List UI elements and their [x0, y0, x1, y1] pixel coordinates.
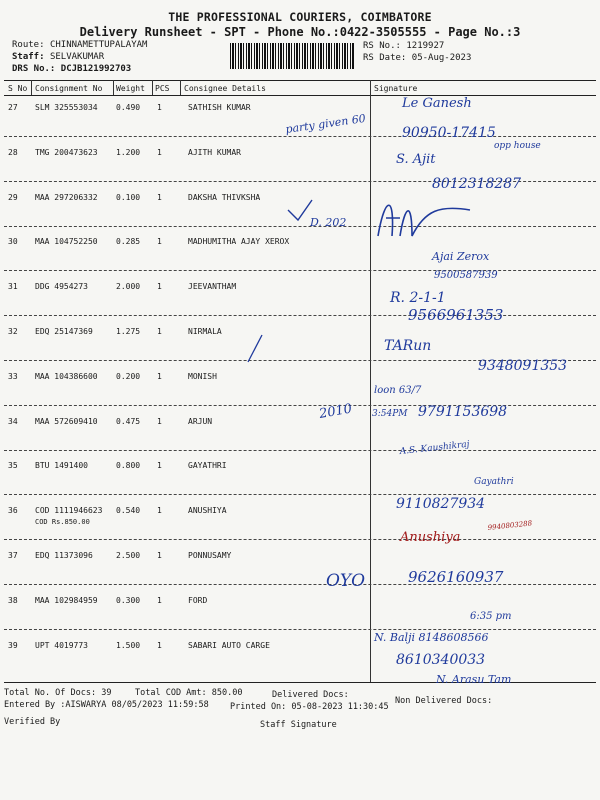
handwritten-phone: 90950-17415 [402, 125, 496, 141]
row-separator [4, 584, 596, 585]
row-consignee: ARJUN [188, 417, 213, 426]
handwritten-signature: Gayathri [474, 477, 514, 487]
row-sno: 30 [8, 237, 18, 246]
row-sno: 39 [8, 641, 18, 650]
handwritten-phone: 8610340033 [396, 652, 486, 668]
row-sno: 33 [8, 372, 18, 381]
row-consignment-no: BTU 1491400 [35, 461, 88, 470]
col-header-pcs: PCS [155, 84, 170, 93]
row-sno: 35 [8, 461, 18, 470]
entered-by: Entered By :AISWARYA 08/05/2023 11:59:58 [4, 700, 209, 710]
row-sno: 38 [8, 596, 18, 605]
row-sno: 31 [8, 282, 18, 291]
row-consignee: JEEVANTHAM [188, 282, 237, 291]
route-value: CHINNAMETTUPALAYAM [49, 40, 148, 50]
row-weight: 0.300 [116, 596, 141, 605]
handwritten-note: OYO [326, 571, 366, 591]
row-consignment-no: EDQ 25147369 [35, 327, 93, 336]
row-pcs: 1 [157, 372, 162, 381]
row-separator [4, 181, 596, 182]
row-sno: 37 [8, 551, 18, 560]
table-header-border [4, 95, 596, 96]
row-separator [4, 315, 596, 316]
handwritten-signature: A.S. Kaushikraj [399, 439, 470, 457]
check-mark [288, 200, 312, 220]
row-separator [4, 405, 596, 406]
row-weight: 0.490 [116, 103, 141, 112]
row-separator [4, 450, 596, 451]
drs-line: DRS No.: DCJB121992703 [12, 64, 132, 74]
row-consignment-no: MAA 297206332 [35, 193, 98, 202]
handwritten-note: S. Ajit [396, 152, 436, 167]
handwritten-note: opp house [494, 141, 541, 151]
row-weight: 0.800 [116, 461, 141, 470]
row-sno: 28 [8, 148, 18, 157]
tick-stroke [248, 335, 262, 362]
rs-date-line: RS Date: 05-Aug-2023 [363, 53, 472, 63]
row-consignee: MADHUMITHA AJAY XEROX [188, 237, 290, 246]
row-consignee: SATHISH KUMAR [188, 103, 251, 112]
col-header-weight: Weight [116, 84, 145, 93]
row-sno: 34 [8, 417, 18, 426]
row-separator [4, 494, 596, 495]
signature-scribble [378, 205, 470, 236]
row-weight: 2.000 [116, 282, 141, 291]
handwritten-note: TARun [384, 338, 432, 354]
row-weight: 1.200 [116, 148, 141, 157]
row-consignee: FORD [188, 596, 208, 605]
row-consignment-no: COD 1111946623 [35, 506, 103, 515]
handwritten-note: 2010 [318, 401, 354, 422]
verified-by: Verified By [4, 717, 61, 727]
row-weight: 0.540 [116, 506, 141, 515]
row-sno: 29 [8, 193, 18, 202]
staff-signature: Staff Signature [260, 720, 337, 730]
row-consignment-no: EDQ 11373096 [35, 551, 93, 560]
barcode-image [230, 43, 354, 69]
row-pcs: 1 [157, 148, 162, 157]
row-consignment-no: MAA 102984959 [35, 596, 98, 605]
col-header-consignment: Consignment No [35, 84, 103, 93]
row-consignment-no: MAA 104752250 [35, 237, 98, 246]
signature-col-divider [370, 80, 371, 682]
table-top-border [4, 80, 596, 81]
row-pcs: 1 [157, 641, 162, 650]
total-docs: Total No. Of Docs: 39 [4, 688, 112, 698]
row-consignment-no: MAA 572609410 [35, 417, 98, 426]
handwritten-note: Le Ganesh [402, 96, 472, 111]
handwritten-phone: N. Balji 8148608566 [374, 631, 489, 644]
row-sno: 36 [8, 506, 18, 515]
row-separator [4, 270, 596, 271]
col-header-sno: S No [8, 84, 28, 93]
row-consignment-no: DDG 4954273 [35, 282, 88, 291]
route-line: Route: CHINNAMETTUPALAYAM [12, 40, 148, 50]
row-consignee: SABARI AUTO CARGE [188, 641, 270, 650]
drs-value: DCJB121992703 [60, 64, 132, 74]
row-separator [4, 360, 596, 361]
handwritten-note: Ajai Zerox [432, 250, 490, 263]
handwritten-note: party given 60 [284, 111, 367, 136]
row-pcs: 1 [157, 103, 162, 112]
row-consignee: MONISH [188, 372, 217, 381]
col-header-signature: Signature [374, 84, 418, 93]
row-separator [4, 539, 596, 540]
handwritten-note: R. 2-1-1 [390, 290, 446, 306]
col-divider [180, 80, 181, 95]
row-cod-note: COD Rs.850.00 [35, 518, 90, 526]
row-pcs: 1 [157, 551, 162, 560]
handwritten-time: 3:54PM [372, 409, 408, 419]
non-delivered-docs: Non Delivered Docs: [395, 696, 493, 706]
row-consignee: DAKSHA THIVKSHA [188, 193, 261, 202]
row-pcs: 1 [157, 282, 162, 291]
staff-line: Staff: SELVAKUMAR [12, 52, 105, 62]
delivered-docs: Delivered Docs: [272, 690, 349, 700]
row-consignment-no: SLM 325553034 [35, 103, 98, 112]
handwritten-phone: 9566961353 [408, 306, 504, 324]
row-pcs: 1 [157, 417, 162, 426]
row-consignment-no: UPT 4019773 [35, 641, 88, 650]
row-weight: 2.500 [116, 551, 141, 560]
row-consignee: GAYATHRI [188, 461, 227, 470]
row-pcs: 1 [157, 461, 162, 470]
row-separator [4, 629, 596, 630]
handwritten-signature: Anushiya [400, 530, 461, 545]
handwritten-phone: 9940803288 [487, 519, 533, 532]
row-consignee: AJITH KUMAR [188, 148, 241, 157]
row-weight: 0.475 [116, 417, 141, 426]
row-weight: 0.285 [116, 237, 141, 246]
printed-on: Printed On: 05-08-2023 11:30:45 [230, 702, 389, 712]
col-divider [152, 80, 153, 95]
handwritten-phone: 9791153698 [418, 404, 508, 420]
handwritten-phone: 9626160937 [408, 568, 504, 586]
col-header-consignee: Consignee Details [184, 84, 266, 93]
row-consignment-no: MAA 104386600 [35, 372, 98, 381]
row-separator [4, 226, 596, 227]
row-weight: 1.500 [116, 641, 141, 650]
row-consignee: ANUSHIYA [188, 506, 227, 515]
row-consignee: PONNUSAMY [188, 551, 232, 560]
handwritten-phone: 9348091353 [478, 358, 568, 374]
row-pcs: 1 [157, 596, 162, 605]
row-consignee: NIRMALA [188, 327, 222, 336]
row-pcs: 1 [157, 193, 162, 202]
row-weight: 0.200 [116, 372, 141, 381]
handwritten-phone: 9110827934 [396, 496, 486, 512]
company-title: THE PROFESSIONAL COURIERS, COIMBATORE [168, 10, 432, 24]
runsheet-subtitle: Delivery Runsheet - SPT - Phone No.:0422-3505555 - Page No.:3 [79, 25, 521, 39]
row-separator [4, 136, 596, 137]
row-consignment-no: TMG 200473623 [35, 148, 98, 157]
col-divider [113, 80, 114, 95]
col-divider [31, 80, 32, 95]
total-cod: Total COD Amt: 850.00 [135, 688, 243, 698]
table-bottom-border [4, 682, 596, 683]
handwritten-phone: 9500587939 [434, 270, 498, 281]
row-pcs: 1 [157, 506, 162, 515]
row-pcs: 1 [157, 237, 162, 246]
rs-no-line: RS No.: 1219927 [363, 41, 445, 51]
row-sno: 27 [8, 103, 18, 112]
rs-no-value: 1219927 [406, 41, 445, 51]
row-weight: 0.100 [116, 193, 141, 202]
handwritten-signature: N. Arasu Tam [436, 673, 512, 686]
row-weight: 1.275 [116, 327, 141, 336]
handwritten-phone: 8012318287 [432, 176, 522, 192]
staff-value: SELVAKUMAR [49, 52, 105, 62]
handwritten-note: loon 63/7 [374, 385, 422, 396]
rs-date-value: 05-Aug-2023 [411, 53, 472, 63]
row-pcs: 1 [157, 327, 162, 336]
handwritten-note: D. 202 [310, 216, 347, 229]
row-sno: 32 [8, 327, 18, 336]
handwritten-time: 6:35 pm [470, 611, 512, 622]
